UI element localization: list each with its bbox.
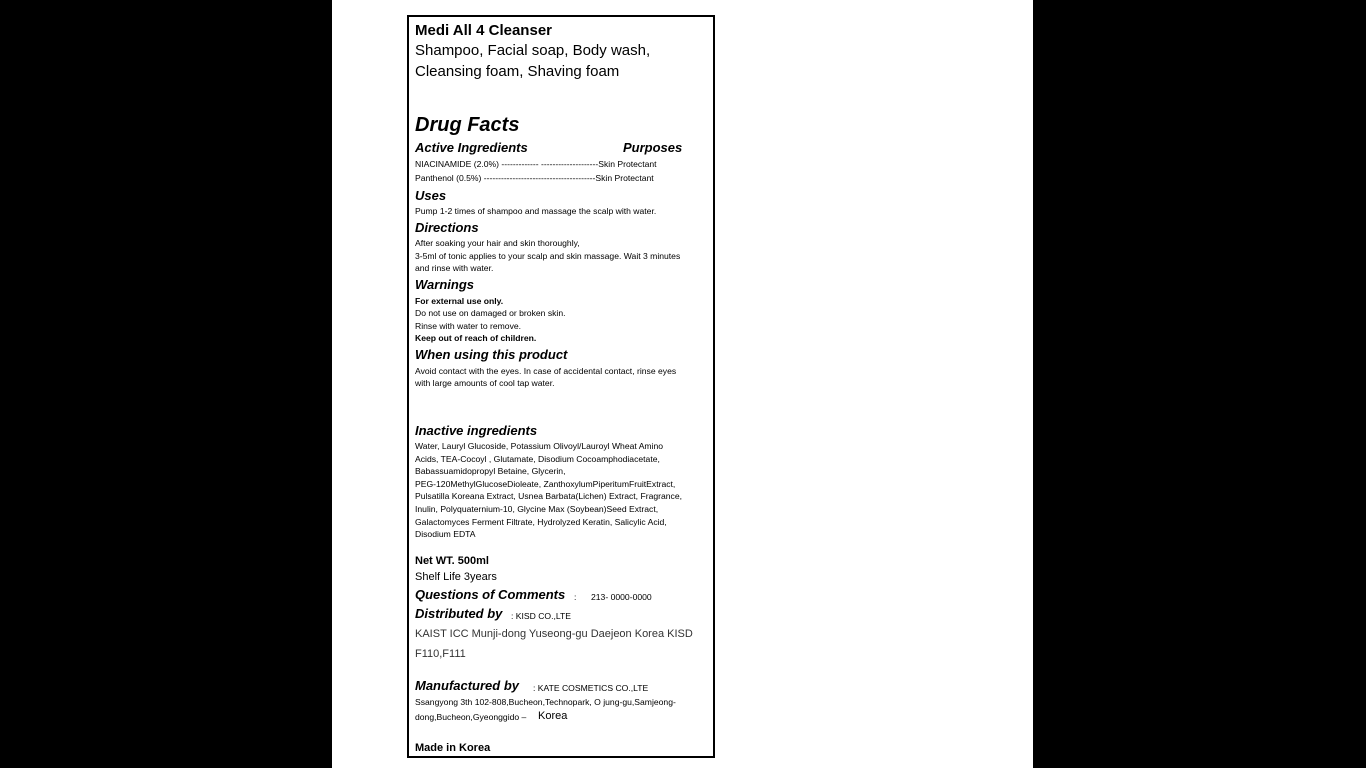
distributed-address-line-1: KAIST ICC Munji-dong Yuseong-gu Daejeon Korea KISD [415, 628, 693, 640]
net-weight: Net WT. 500ml [415, 555, 489, 567]
distributed-address-line-2: F110,F111 [415, 648, 466, 660]
uses-heading: Uses [415, 188, 447, 203]
manufactured-by-heading: Manufactured by [415, 678, 520, 693]
when-using-line-2: with large amounts of cool tap water. [415, 378, 555, 388]
questions-heading: Questions of Comments [415, 587, 566, 602]
drug-facts-label [407, 15, 715, 758]
inactive-line-2: Acids, TEA-Cocoyl , Glutamate, Disodium Cocoamphodiacetate, [415, 454, 660, 464]
distributed-by-heading: Distributed by [415, 606, 503, 621]
inactive-line-5: Pulsatilla Koreana Extract, Usnea Barbata(Lichen) Extract, Fragrance, [415, 491, 683, 501]
active-ingredient-row-niacinamide: NIACINAMIDE (2.0%) ------------- --------------------Skin Protectant [415, 159, 657, 169]
inactive-line-8: Disodium EDTA [415, 529, 476, 539]
made-in: Made in Korea [415, 742, 491, 754]
manufactured-address-line-2: dong,Bucheon,Gyeonggido – [415, 712, 527, 722]
directions-line-1: After soaking your hair and skin thoroughly, [415, 238, 580, 248]
distributed-by-value: : KISD CO.,LTE [511, 611, 572, 621]
active-ingredients-heading: Active Ingredients [415, 140, 528, 155]
inactive-line-6: Inulin, Polyquaternium-10, Glycine Max (Soybean)Seed Extract, [415, 504, 659, 514]
uses-text: Pump 1-2 times of shampoo and massage the scalp with water. [415, 206, 657, 216]
shelf-life: Shelf Life 3years [415, 571, 497, 583]
questions-colon: : [574, 592, 577, 602]
purposes-heading: Purposes [623, 140, 683, 155]
drug-facts-title: Drug Facts [415, 114, 520, 136]
manufactured-by-value: : KATE COSMETICS CO.,LTE [533, 683, 649, 693]
inactive-ingredients-heading: Inactive ingredients [415, 423, 538, 438]
inactive-line-7: Galactomyces Ferment Filtrate, Hydrolyzed Keratin, Salicylic Acid, [415, 517, 667, 527]
product-types-line-2: Cleansing foam, Shaving foam [415, 63, 620, 80]
manufactured-address-country: Korea [538, 710, 568, 722]
directions-heading: Directions [415, 220, 479, 235]
manufactured-address-line-1: Ssangyong 3th 102-808,Bucheon,Technopark, O jung-gu,Samjeong- [415, 697, 676, 707]
product-name: Medi All 4 Cleanser [415, 22, 552, 39]
warning-external-use: For external use only. [415, 296, 504, 306]
when-using-heading: When using this product [415, 347, 568, 362]
when-using-line-1: Avoid contact with the eyes. In case of accidental contact, rinse eyes [415, 366, 677, 376]
warnings-heading: Warnings [415, 277, 474, 292]
inactive-line-1: Water, Lauryl Glucoside, Potassium Olivoyl/Lauroyl Wheat Amino [415, 441, 664, 451]
directions-line-2: 3-5ml of tonic applies to your scalp and skin massage. Wait 3 minutes [415, 251, 681, 261]
inactive-line-3: Babassuamidopropyl Betaine, Glycerin, [415, 466, 566, 476]
warning-damaged-skin: Do not use on damaged or broken skin. [415, 308, 566, 318]
active-ingredient-row-panthenol: Panthenol (0.5%) ---------------------------------------Skin Protectant [415, 173, 654, 183]
questions-phone: 213- 0000-0000 [591, 592, 652, 602]
product-types-line-1: Shampoo, Facial soap, Body wash, [415, 42, 651, 59]
directions-line-3: and rinse with water. [415, 263, 494, 273]
warning-rinse: Rinse with water to remove. [415, 321, 522, 331]
inactive-line-4: PEG-120MethylGlucoseDioleate, ZanthoxylumPiperitumFruitExtract, [415, 479, 676, 489]
warning-children: Keep out of reach of children. [415, 333, 537, 343]
